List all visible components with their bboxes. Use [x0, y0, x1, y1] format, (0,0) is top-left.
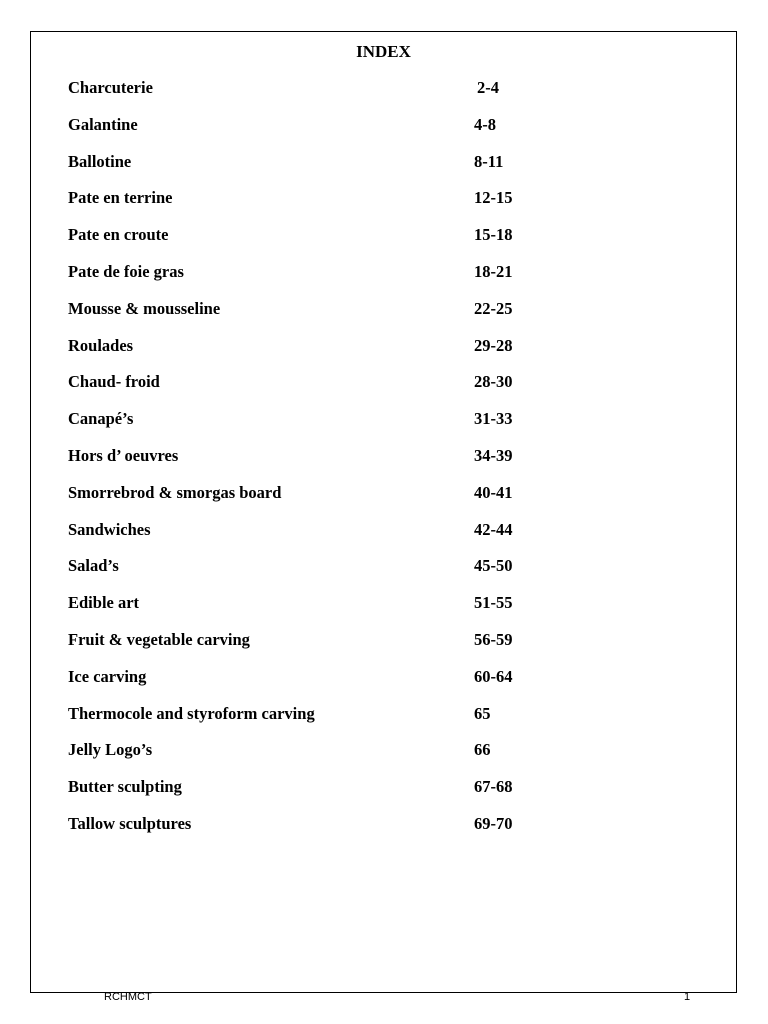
- entry-pages: 69-70: [474, 813, 513, 833]
- entry-title: Salad’s: [68, 556, 119, 576]
- entry-title: Galantine: [68, 114, 138, 134]
- entry-title: Jelly Logo’s: [68, 740, 153, 760]
- entry-pages: 42-44: [474, 519, 513, 539]
- index-entry: [68, 188, 708, 225]
- index-title: INDEX: [356, 42, 411, 61]
- entry-pages: 2-4: [477, 78, 499, 97]
- index-entry: [68, 115, 708, 152]
- entry-pages: 8-11: [474, 151, 504, 171]
- entry-title: Canapé’s: [68, 409, 134, 429]
- entry-pages: 51-55: [474, 593, 513, 613]
- entry-title: Charcuterie: [68, 78, 153, 97]
- index-entry: [68, 78, 708, 115]
- index-entry: [68, 372, 708, 409]
- footer-page-number: 1: [684, 991, 691, 1003]
- index-entry: [68, 152, 708, 189]
- entry-pages: 12-15: [474, 188, 513, 208]
- index-entry: [68, 520, 708, 557]
- index-entry: [68, 299, 708, 336]
- entry-title: Ice carving: [68, 666, 147, 686]
- index-entry: [68, 556, 708, 593]
- index-entry: [68, 483, 708, 520]
- entry-title: Mousse & mousseline: [68, 298, 221, 318]
- index-entry: [68, 336, 708, 373]
- entry-title: Ballotine: [68, 151, 132, 171]
- entry-title: Tallow sculptures: [68, 813, 192, 833]
- index-entry: [68, 630, 708, 667]
- entry-title: Chaud- froid: [68, 372, 160, 392]
- entry-pages: 40-41: [474, 482, 513, 502]
- index-entry: [68, 777, 708, 814]
- entry-pages: 34-39: [474, 445, 513, 465]
- entry-pages: 67-68: [474, 777, 513, 797]
- entry-title: Pate de foie gras: [68, 261, 184, 281]
- index-entry: [68, 667, 708, 704]
- index-entry: [68, 740, 708, 777]
- page-frame: [30, 31, 737, 993]
- entry-pages: 45-50: [474, 556, 513, 576]
- entry-pages: 18-21: [474, 261, 513, 281]
- entry-pages: 29-28: [474, 335, 513, 355]
- entry-pages: 66: [474, 740, 491, 760]
- index-entry: [68, 446, 708, 483]
- entry-title: Butter sculpting: [68, 777, 182, 797]
- index-entry: [68, 593, 708, 630]
- index-entry: [68, 704, 708, 741]
- footer-institution: RCHMCT: [104, 991, 152, 1003]
- entry-pages: 4-8: [474, 114, 496, 134]
- entry-title: Pate en terrine: [68, 188, 173, 208]
- entry-title: Edible art: [68, 593, 140, 613]
- entry-title: Thermocole and styroform carving: [68, 703, 315, 723]
- entry-title: Hors d’ oeuvres: [68, 445, 179, 465]
- index-entry: [68, 814, 708, 851]
- entry-pages: 22-25: [474, 298, 513, 318]
- entry-pages: 56-59: [474, 629, 513, 649]
- entry-pages: 15-18: [474, 225, 513, 245]
- index-entry: [68, 409, 708, 446]
- entry-pages: 60-64: [474, 666, 513, 686]
- entry-pages: 65: [474, 703, 491, 723]
- entry-title: Roulades: [68, 335, 134, 355]
- entry-title: Fruit & vegetable carving: [68, 629, 250, 649]
- index-entry: [68, 225, 708, 262]
- entry-title: Sandwiches: [68, 519, 151, 539]
- index-list: [68, 78, 708, 851]
- entry-pages: 31-33: [474, 409, 513, 429]
- index-entry: [68, 262, 708, 299]
- entry-title: Pate en croute: [68, 225, 169, 245]
- entry-pages: 28-30: [474, 372, 513, 392]
- entry-title: Smorrebrod & smorgas board: [68, 482, 282, 502]
